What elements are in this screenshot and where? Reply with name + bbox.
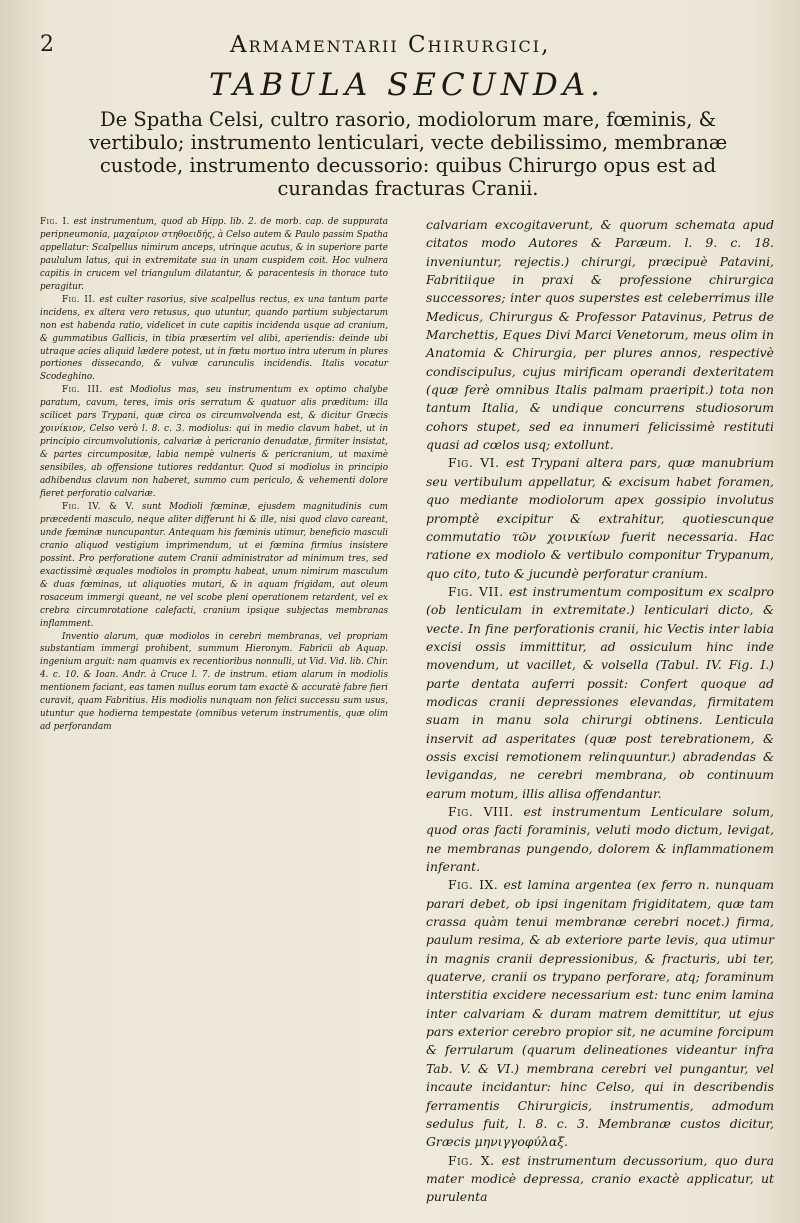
paragraph: Fig. III. est Modiolus mas, seu instrumentum ex optimo chalybe paratum, cavum, teres, imis oris serratum & quatuor alis præditum: illa scilicet pars Trypani, quæ circa os circumvolvenda est, & dicitur Græcis χοινίκιον, Celso verò l. 8. c. 3. modiolus: qui in medio clavum habet, ut in principio circumvolutionis, calvariæ à pericranio denudatæ, firmiter insistat, & partes circumpositæ, labia nempè vulneris & pericranium, ut maximè sensibiles, ab offensione tutiores reddantur. Quod si modiolus in principio adhibendus clavum non haberet, summo cum periculo, & vehementi dolore fieret perforatio calvariæ. (40, 385, 388, 500)
paragraph: Fig. VII. est instrumentum compositum ex scalpro (ob lenticulam in extremitate.) lenticulari dicto, & vecte. In fine perforationis cranii, hic Vectis inter labia excisi ossis immittitur, ad ossiculum hinc inde movendum, ut vacillet, & volsella (Tabul. IV. Fig. I.) parte dentata auferri possit: Confert quoque ad modicas cranii depressiones elevandas, firmitatem suam in manu sola chirurgi obtinens. Lenticula inservit ad asperitates (quæ post terebrationem, & ossis excisi remotionem relinquuntur.) abradendas & levigandas, ne cerebri membrana, ob continuum earum motum, illis allisa offendantur. (426, 583, 774, 801)
text-columns (40, 216, 774, 1207)
paragraph: Fig. I. est instrumentum, quod ab Hipp. lib. 2. de morb. cap. de suppurata peripneumonia, μαχαίριον στηθοειδής, à Celso autem & Paulo passim Spatha appellatur: Scalpellus nimirum anceps, utrinque acutus, & in superiore parte paululum latus, qui in extremitate sua in unam cuspidem coit. Hoc vulnera capitis in crucem vel triangulum dilatantur, & paracentesis in thorace tuto peragitur. (40, 217, 388, 292)
paragraph: calvariam excogitaverunt, & quorum schemata apud citatos modo Autores & Paræum. l. 9. c. 18. inveniuntur, rejectis.) chirurgi, præcipuè Patavini, Fabritiique in praxi & professione chirurgica successores; inter quos superstes est celeberrimus ille Medicus, Chirurgus & Professor Patavinus, Petrus de Marchettis, Eques Divi Marci Venetorum, meus olim in Anatomia & Chirurgia, per plures annos, respectivè condiscipulus, cujus mirificam operandi dexteritatem (quæ ferè omnibus Italis palmam praeripit.) tota non tantum Italia, & undique concurrens studiosorum cohors stupet, sed ea innumeri felicissimè restituti quasi ad cœlos usq; extollunt. (426, 217, 774, 453)
paragraph: Fig. IV. & V. sunt Modioli fœminæ, ejusdem magnitudinis cum præcedenti masculo, neque aliter differunt hi & ille, nisi quod clavo careant, unde fœminæ nuncupantur. Antequam his fœminis utimur, beneficio masculi cranio aliquod vestigium imprimendum, ut ei fœmina firmius insistere possint. Pro perforatione autem Cranii administrator ad minimum tres, sed exactissimè æquales modiolos in promptu habeat, unum nimirum masculum & duas fœminas, ut aliquoties mutari, & in aquam frigidam, aut oleum rosaceum immergi queant, ne vel scobe pleni operationem retardent, vel ex crebra circumrotatione calefacti, cranium ipsique subjectas membranas inflamment. (40, 501, 389, 629)
plate-title: De Spatha Celsi, cultro rasorio, modiolorum mare, fœminis, & vertibulo; instrumento lenticulari, vecte debilissimo, membranæ custode, instrumento decussorio: quibus Chirurgo opus est ad curandas fracturas Cranii. (88, 108, 728, 200)
paragraph: Fig. VI. est Trypani altera pars, quæ manubrium seu vertibulum appellatur, & excisum habet foramen, quo mediante modiolorum apex gossipio involutus promptè excipitur & extrahitur, quotiescunque commutatio τῶν χοινικίων fuerit necessaria. Hac ratione ex modiolo & vertibulo componitur Trypanum, quo cito, tuto & jucundè perforatur cranium. (426, 455, 774, 581)
paragraph: Fig. VIII. est instrumentum Lenticulare solum, quod oras facti foraminis, veluti modo dictum, levigat, ne membranas pungendo, dolorem & inflammationem inferant. (426, 804, 774, 875)
paragraph: Fig. II. est culter rasorius, sive scalpellus rectus, ex una tantum parte incidens, ex altera vero retusus, quo utuntur, quando partium subjectarum non est habenda ratio, videlicet in cute capitis incidenda usque ad cranium, & gummatibus Gallicis, in tibia præsertim vel alibi, aperiendis: deinde ubi utraque acies aliquid lædere potest, ut in fœtu mortuo intra uterum in plures portiones dissecando, & vulvæ carunculis incidendis. Italis vocatur Scodeghino. (40, 294, 388, 383)
right-column (426, 216, 774, 1207)
plate-heading: TABULA SECUNDA. (208, 67, 606, 103)
running-head: Armamentarii Chirurgici, (230, 32, 551, 58)
left-column (40, 216, 388, 1207)
page-number: 2 (40, 32, 54, 57)
page-header (40, 18, 774, 62)
paragraph: Inventio alarum, quæ modiolos in cerebri membranas, vel propriam substantiam immergi prohibent, summum Hieronym. Fabricii ab Aquap. ingenium arguit: nam quamvis ex recentioribus nonnulli, ut Vid. Vid. lib. Chir. 4. c. 10. & Ioan. Andr. à Cruce l. 7. de instrum. etiam alarum in modiolis mentionem faciant, eas tamen nullus eorum tam exactè & accuratè fabre fieri curavit, quam Fabritius. His modiolis nunquam non felici successu sum usus, utuntur que hodierna tempestate (omnibus veterum instrumentis, quæ olim ad perforandam (40, 631, 388, 733)
paragraph: Fig. X. est instrumentum decussorium, quo dura mater modicè depressa, cranio exactè applicatur, ut purulenta (426, 1152, 774, 1205)
paragraph: Fig. IX. est lamina argentea (ex ferro n. nunquam parari debet, ob ipsi ingenitam frigiditatem, quæ tam crassa quàm tenui membranæ cerebri nocet.) firma, paulum resima, & ab exteriore parte levis, qua utimur in magnis cranii depressionibus, & fracturis, ubi ter, quaterve, cranii os trypano perforare, atq; foraminum interstitia excidere necessarium est: tunc enim lamina inter calvariam & duram matrem demittitur, ut ejus pars exterior cerebro propior sit, ne acumine forcipum & ferrularum (quarum delineationes videantur infra Tab. V. & VI.) membrana cerebri vel pungantur, vel incaute incidantur: hinc Celso, qui in describendis ferramentis Chirurgicis, instrumentis, admodum sedulus fuit, l. 8. c. 3. Membranæ custos dicitur, Græcis μηνιγγοφύλαξ. (426, 877, 775, 1150)
